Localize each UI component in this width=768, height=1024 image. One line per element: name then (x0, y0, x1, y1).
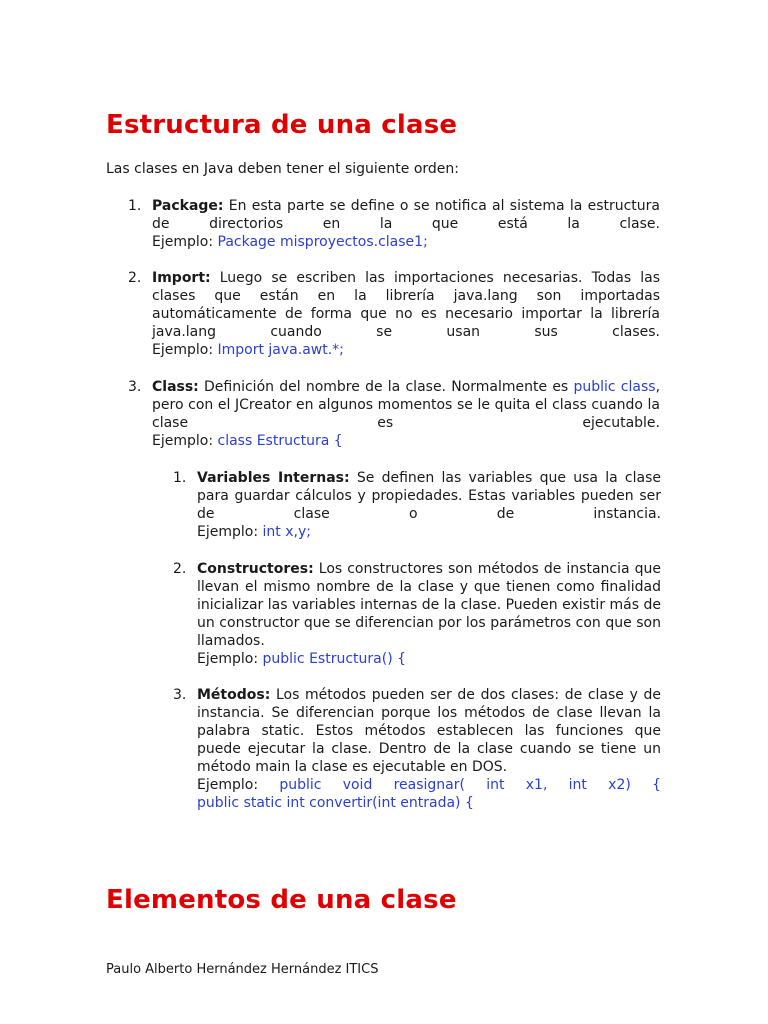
list-item-package (128, 197, 660, 251)
list-number: 1. (128, 198, 142, 214)
sublist-item-metodos (173, 686, 661, 812)
item-label: Package: (152, 198, 224, 214)
list-number: 3. (128, 379, 142, 395)
intro-text: Las clases en Java deben tener el siguiente orden: (106, 161, 460, 177)
item-text: En esta parte se define o se notifica al sistema la estructura de directorios en la que está la clase. (152, 198, 660, 232)
example-code: Import java.awt.*; (217, 342, 344, 358)
example-code-2: public static int convertir(int entrada) { (197, 795, 474, 811)
example-line (197, 776, 661, 794)
list-item-body (152, 269, 660, 341)
list-number: 2. (128, 270, 142, 286)
list-item-body (152, 197, 660, 233)
example-code: int x,y; (262, 524, 311, 540)
inline-code: public class (573, 379, 656, 395)
section-heading-elementos: Elementos de una clase (106, 885, 457, 915)
item-text: Luego se escriben las importaciones necesarias. Todas las clases que están en la librería java.lang son importadas automáticamente de forma que no es necesario importar la librería java.lang cuando se usan sus clases. (152, 270, 660, 340)
example-line-2 (197, 794, 661, 812)
item-label: Métodos: (197, 687, 271, 703)
example-code: public Estructura() { (262, 651, 407, 667)
example-prefix: Ejemplo: (197, 777, 280, 793)
sublist-item-variables (173, 469, 661, 541)
list-item-body (197, 469, 661, 523)
list-item-class (128, 378, 661, 450)
item-label: Constructores: (197, 561, 314, 577)
list-number: 1. (173, 470, 187, 486)
item-text: Los métodos pueden ser de dos clases: de clase y de instancia. Se diferencian porque los métodos de clase llevan la palabra static. Estos métodos establecen las funciones que puede ejecutar la clase. Dentro de la clase cuando se tiene un método main la clase es ejecutable en DOS. (197, 687, 661, 775)
page-footer: Paulo Alberto Hernández Hernández ITICS (106, 962, 379, 977)
list-number: 2. (173, 561, 187, 577)
example-prefix: Ejemplo: (197, 524, 263, 540)
list-item-body (197, 560, 661, 650)
example-prefix: Ejemplo: (197, 651, 263, 667)
list-number: 3. (173, 687, 187, 703)
item-text-a: Definición del nombre de la clase. Normalmente es (198, 379, 574, 395)
example-line (197, 650, 661, 668)
list-item-import (128, 269, 660, 359)
example-line (152, 341, 660, 359)
example-line (152, 432, 660, 450)
example-line (197, 523, 661, 541)
example-line (152, 233, 660, 251)
example-prefix: Ejemplo: (152, 234, 218, 250)
example-code: public void reasignar( int x1, int x2) { (279, 777, 661, 793)
item-label: Import: (152, 270, 211, 286)
item-label: Class: (152, 379, 199, 395)
example-code: class Estructura { (217, 433, 343, 449)
example-prefix: Ejemplo: (152, 342, 218, 358)
list-item-body (197, 686, 661, 776)
sublist-item-constructores (173, 560, 661, 668)
item-text: Se definen las variables que usa la clase para guardar cálculos y propiedades. Estas variables pueden ser de clase o de instancia. (197, 470, 661, 522)
item-text-b: , pero con el JCreator en algunos momentos se le quita el class cuando la clase es ejecutable. (152, 379, 661, 431)
section-heading-estructura: Estructura de una clase (106, 110, 458, 140)
item-text: Los constructores son métodos de instancia que llevan el mismo nombre de la clase y que tienen como finalidad inicializar las variables internas de la clase. Pueden existir más de un constructor que se diferencian por los parámetros con que son llamados. (197, 561, 661, 649)
item-label: Variables Internas: (197, 470, 350, 486)
example-code: Package misproyectos.clase1; (217, 234, 428, 250)
list-item-body (152, 378, 660, 432)
example-prefix: Ejemplo: (152, 433, 218, 449)
